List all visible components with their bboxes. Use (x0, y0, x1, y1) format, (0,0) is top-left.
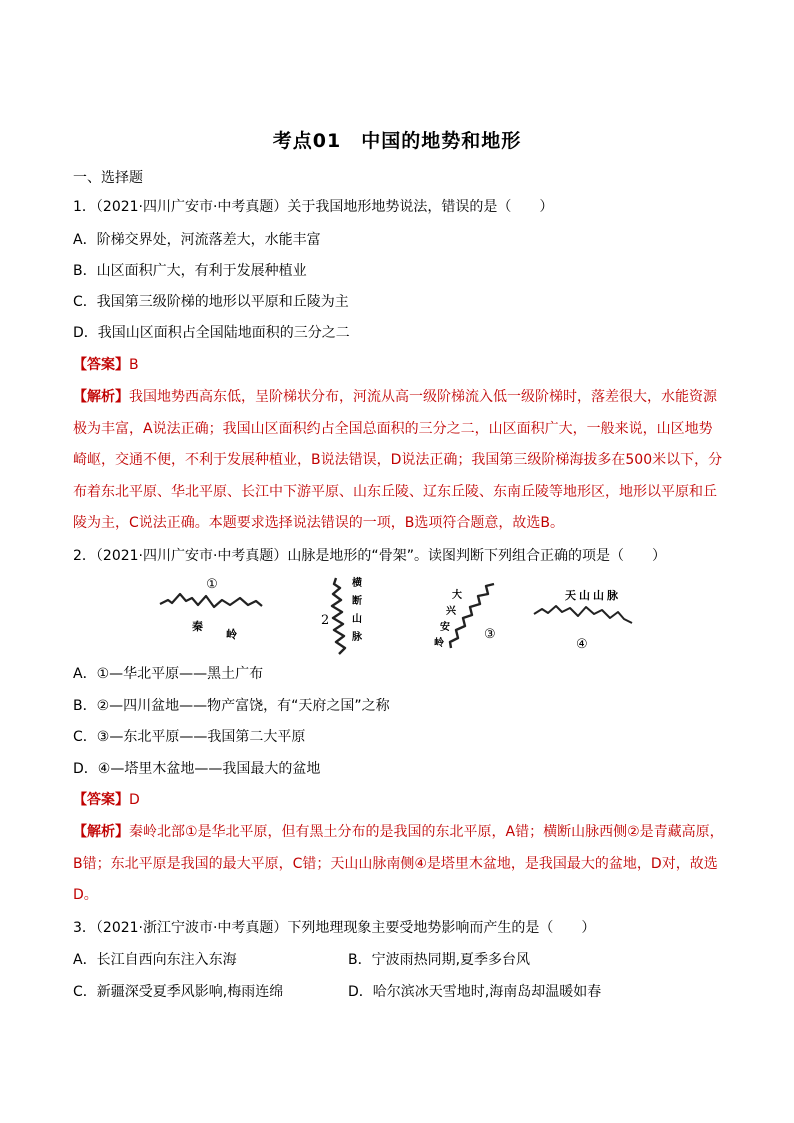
mountain-4-tianshan (534, 588, 632, 652)
q1-analysis-line: 崎岖，交通不便，不利于发展种植业，B说法错误，D说法正确；我国第三级阶梯海拔多在500米以下，分 (73, 452, 723, 468)
q1-analysis-line: 极为丰富，A说法正确；我国山区面积约占全国总面积的三分之二，山区面积广大，一般来说，山区地势 (73, 420, 713, 437)
q1-option-d: D．我国山区面积占全国陆地面积的三分之二 (73, 325, 350, 341)
q3-option-a: A．长江自西向东注入东海 (73, 952, 237, 968)
q2-option-c: C．③—东北平原——我国第二大平原 (73, 729, 306, 745)
mountain-3-daxinganling (434, 584, 496, 649)
q2-analysis-line: 【解析】秦岭北部①是华北平原，但有黑土分布的是我国的东北平原，A错；横断山脉西侧②是青藏高原， (73, 824, 724, 840)
q1-answer-tag: 【答案】 (73, 357, 129, 373)
q2-analysis-line: B错；东北平原是我国的最大平原，C错；天山山脉南侧④是塔里木盆地，是我国最大的盆地，D对，故选 (73, 855, 718, 872)
mountain-2-label-4: 脉 (352, 632, 362, 643)
mountain-1-label-1: 秦 (192, 620, 203, 633)
mountain-1-number: ① (206, 577, 218, 592)
q1-answer-value: B (129, 357, 139, 373)
mountain-3-label-3: 安 (440, 622, 450, 633)
mountain-3-label-4: 岭 (434, 638, 444, 649)
mountain-4-number: ④ (576, 637, 588, 652)
q1-option-a: A．阶梯交界处，河流落差大，水能丰富 (73, 232, 321, 248)
q2-stem: 2．（2021·四川广安市·中考真题）山脉是地形的“骨架”。读图判断下列组合正确的项是（ ） (73, 548, 666, 564)
q1-option-c: C．我国第三级阶梯的地形以平原和丘陵为主 (73, 294, 349, 310)
q2-option-b: B．②—四川盆地——物产富饶，有“天府之国”之称 (73, 698, 390, 714)
page-title: 考点01 中国的地势和地形 (272, 130, 522, 152)
q1-option-b: B．山区面积广大，有利于发展种植业 (73, 263, 307, 279)
mountain-3-label-1: 大 (452, 590, 462, 601)
q3-stem: 3．（2021·浙江宁波市·中考真题）下列地理现象主要受地势影响而产生的是（ ） (73, 920, 596, 936)
mountain-4-label: 天山山脉 (565, 589, 621, 602)
q3-option-b: B．宁波雨热同期,夏季多台风 (348, 952, 531, 968)
mountain-3-number: ③ (484, 627, 496, 642)
q2-option-a: A．①—华北平原——黑土广布 (73, 666, 264, 682)
q2-answer-value: D (129, 792, 140, 808)
q1-analysis-tag: 【解析】 (73, 389, 129, 405)
mountain-2-number: 2 (321, 613, 330, 628)
q1-analysis-line: 布着东北平原、华北平原、长江中下游平原、山东丘陵、辽东丘陵、东南丘陵等地形区，地形以平原和丘 (73, 483, 717, 500)
q3-option-c: C．新疆深受夏季风影响,梅雨连绵 (73, 984, 284, 1000)
section-heading: 一、选择题 (73, 170, 143, 186)
mountain-3-label-2: 兴 (446, 606, 456, 617)
q1-analysis (73, 382, 725, 540)
mountain-2-label-2: 断 (352, 596, 362, 607)
mountain-1-qinling (160, 577, 262, 641)
mountain-figure (0, 572, 794, 662)
q1-answer (73, 355, 139, 375)
q2-analysis-tag: 【解析】 (73, 824, 129, 840)
q2-answer (73, 790, 140, 810)
q3-option-d: D．哈尔滨冰天雪地时,海南岛却温暖如春 (348, 984, 602, 1000)
q2-analysis-line: D。 (73, 887, 98, 903)
q2-answer-tag: 【答案】 (73, 792, 129, 808)
q1-stem: 1．（2021·四川广安市·中考真题）关于我国地形地势说法，错误的是（ ） (73, 199, 554, 215)
mountain-2-hengduan (321, 576, 363, 654)
q2-analysis (73, 817, 725, 912)
mountain-2-label-3: 山 (352, 614, 362, 625)
mountain-2-label-1: 横 (352, 578, 362, 589)
mountain-1-label-2: 岭 (226, 628, 237, 641)
q1-analysis-line: 陵为主，C说法正确。本题要求选择说法错误的一项，B选项符合题意，故选B。 (73, 515, 564, 531)
q2-option-d: D．④—塔里木盆地——我国最大的盆地 (73, 761, 321, 777)
q1-analysis-line: 【解析】我国地势西高东低，呈阶梯状分布，河流从高一级阶梯流入低一级阶梯时，落差很大，水能资源 (73, 389, 717, 405)
